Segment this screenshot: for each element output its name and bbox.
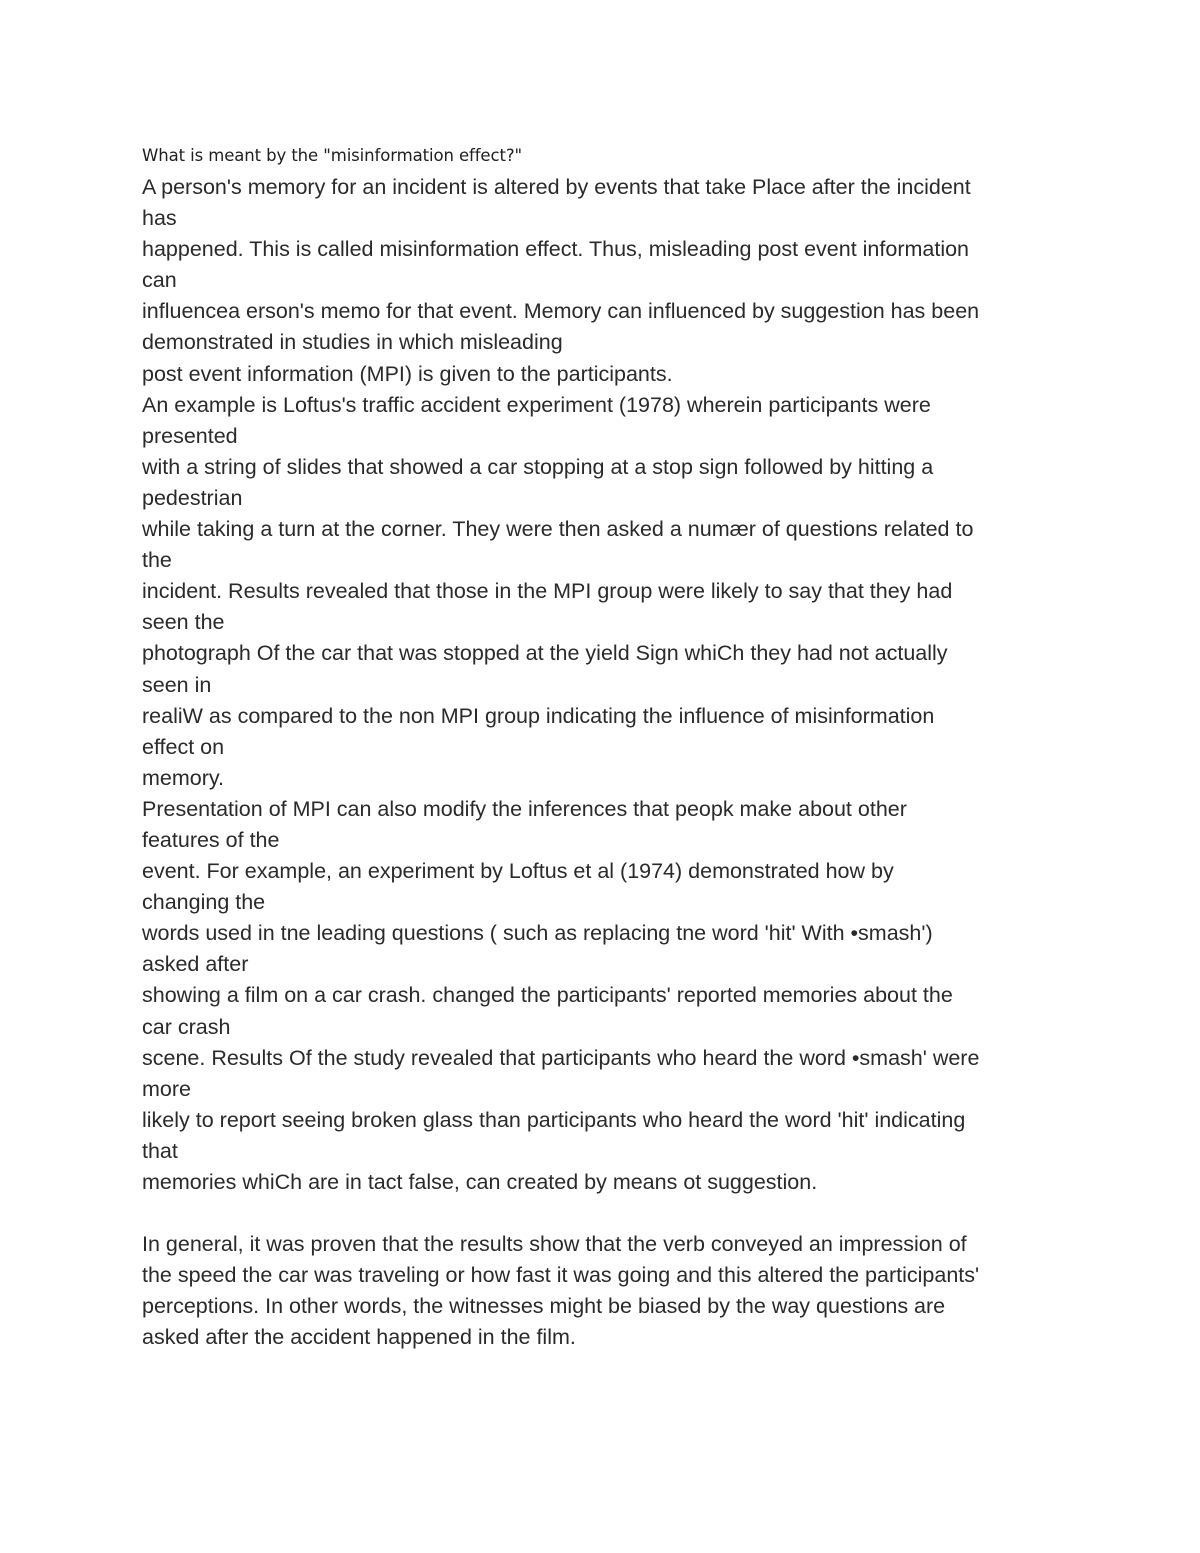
text-line: memory. (142, 765, 225, 790)
question-heading: What is meant by the "misinformation effect?" (142, 146, 522, 165)
text-line: likely to report seeing broken glass than participants who heard the word 'hit' indicating (142, 1107, 966, 1132)
text-line: while taking a turn at the corner. They were then asked a numær of questions related to (142, 517, 974, 542)
text-line: demonstrated in studies in which misleading (142, 330, 563, 355)
text-line: car crash (142, 1014, 231, 1039)
text-line: An example is Loftus's traffic accident experiment (1978) wherein participants were (142, 392, 931, 417)
text-line: seen the (142, 610, 225, 635)
text-line: realiW as compared to the non MPI group indicating the influence of misinformation (142, 703, 935, 728)
text-line: showing a film on a car crash. changed the participants' reported memories about the (142, 983, 953, 1008)
answer-paragraph (142, 172, 1102, 1198)
text-line: photograph Of the car that was stopped at the yield Sign whiCh they had not actually (142, 641, 948, 666)
text-line: In general, it was proven that the results show that the verb conveyed an impression of (142, 1232, 967, 1257)
paragraph-spacer (142, 1198, 1102, 1229)
document-body (142, 143, 1102, 1354)
text-line: post event information (MPI) is given to the participants. (142, 361, 673, 386)
text-line: more (142, 1076, 191, 1101)
text-line: with a string of slides that showed a car stopping at a stop sign followed by hitting a (142, 454, 934, 479)
text-line: memories whiCh are in tact false, can created by means ot suggestion. (142, 1170, 818, 1194)
text-line: scene. Results Of the study revealed that participants who heard the word •smash' were (142, 1045, 980, 1070)
text-line: incident. Results revealed that those in the MPI group were likely to say that they had (142, 579, 953, 604)
text-line: Presentation of MPI can also modify the inferences that peopk make about other (142, 796, 907, 821)
text-line: the speed the car was traveling or how fast it was going and this altered the participants' (142, 1263, 980, 1288)
conclusion-paragraph (142, 1229, 1102, 1353)
text-line: words used in tne leading questions ( such as replacing tne word 'hit' With •smash') (142, 921, 933, 946)
text-line: has (142, 206, 177, 231)
text-line: that (142, 1138, 178, 1163)
text-line: pedestrian (142, 485, 243, 510)
text-line: features of the (142, 827, 280, 852)
text-line: perceptions. In other words, the witnesses might be biased by the way questions are (142, 1294, 946, 1319)
text-line: seen in (142, 672, 212, 697)
text-line: changing the (142, 890, 266, 915)
text-line: presented (142, 423, 238, 448)
text-line: effect on (142, 734, 225, 759)
text-line: asked after the accident happened in the film. (142, 1325, 576, 1350)
text-line: the (142, 548, 172, 573)
text-line: event. For example, an experiment by Loftus et al (1974) demonstrated how by (142, 859, 894, 884)
text-line: can (142, 268, 177, 293)
text-line: A person's memory for an incident is altered by events that take Place after the incident (142, 175, 971, 199)
text-line: asked after (142, 952, 249, 977)
text-line: happened. This is called misinformation effect. Thus, misleading post event information (142, 237, 970, 262)
text-line: influencea erson's memo for that event. Memory can influenced by suggestion has been (142, 299, 980, 324)
